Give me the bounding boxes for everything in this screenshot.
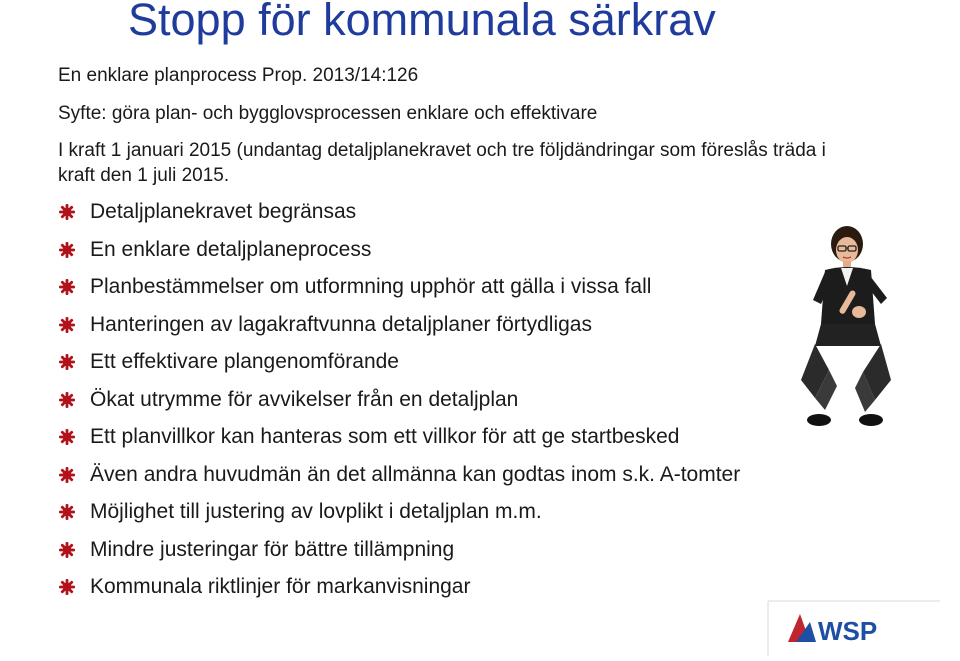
bullet-text: Detaljplanekravet begränsas: [90, 200, 357, 223]
asterisk-burst-icon: [58, 503, 76, 521]
bullet-text: Möjlighet till justering av lovplikt i detaljplan m.m.: [90, 500, 542, 523]
bullet-text: Planbestämmelser om utformning upphör att gälla i vissa fall: [90, 275, 652, 298]
wsp-logo-text: WSP: [818, 616, 878, 646]
asterisk-burst-icon: [58, 241, 76, 259]
intro-line-4: kraft den 1 juli 2015.: [58, 165, 230, 186]
wsp-logo-mark: [766, 600, 942, 656]
asterisk-burst-icon: [58, 391, 76, 409]
bullet-text: Mindre justeringar för bättre tillämpning: [90, 537, 455, 561]
asterisk-burst-icon: [58, 316, 76, 334]
bullet-text: Ökat utrymme för avvikelser från en detaljplan: [90, 387, 519, 411]
intro-line-1: En enklare planprocess Prop. 2013/14:126: [58, 65, 419, 86]
asterisk-burst-icon: [58, 203, 76, 221]
bullet-text: En enklare detaljplaneprocess: [90, 237, 372, 261]
asterisk-burst-icon: [58, 278, 76, 296]
asterisk-burst-icon: [58, 353, 76, 371]
intro-line-2: Syfte: göra plan- och bygglovsprocessen enklare och effektivare: [58, 103, 598, 124]
slide-title: Stopp för kommunala särkrav: [128, 0, 716, 45]
bullet-text: Hanteringen av lagakraftvunna detaljplaner förtydligas: [90, 312, 592, 336]
asterisk-burst-icon: [58, 578, 76, 596]
wsp-logo: [766, 600, 942, 656]
asterisk-burst-icon: [58, 466, 76, 484]
pointing-woman-illustration: [795, 220, 893, 432]
intro-line-3: I kraft 1 januari 2015 (undantag detaljplanekravet och tre följdändringar som föreslås träda i: [58, 140, 826, 161]
asterisk-burst-icon: [58, 428, 76, 446]
bullet-text: Kommunala riktlinjer för markanvisningar: [90, 575, 471, 598]
bullet-text: Även andra huvudmän än det allmänna kan godtas inom s.k. A-tomter: [90, 462, 741, 486]
bullet-text: Ett planvillkor kan hanteras som ett villkor för att ge startbesked: [90, 425, 680, 448]
asterisk-burst-icon: [58, 541, 76, 559]
bullet-text: Ett effektivare plangenomförande: [90, 350, 399, 373]
